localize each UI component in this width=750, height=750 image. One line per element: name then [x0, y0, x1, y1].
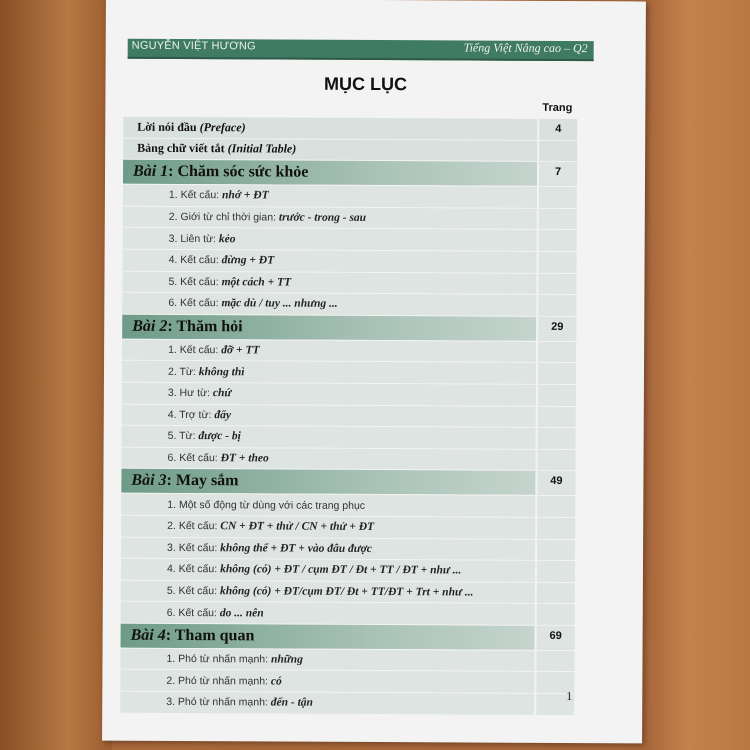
- toc-item: [168, 344, 259, 356]
- toc-item-emphasis: có: [270, 675, 282, 688]
- toc-item-text: 3. Phó từ nhấn mạnh:: [166, 696, 271, 709]
- toc-page-cell: [535, 539, 575, 560]
- toc-item-emphasis: những: [270, 653, 303, 666]
- toc-item-row: [122, 293, 576, 317]
- toc-item-row: [120, 692, 574, 716]
- toc-item-emphasis: một cách + TT: [221, 276, 292, 289]
- toc-item-row: [121, 516, 575, 540]
- toc-item-row: [122, 339, 576, 363]
- desk-surface-right: [645, 0, 750, 750]
- toc-item-emphasis: không thể + ĐT + vào đâu được: [220, 541, 372, 555]
- toc-lesson-row: [121, 469, 575, 496]
- lesson-name: : Thăm hỏi: [167, 317, 243, 336]
- toc-item-text: 2. Từ:: [167, 365, 199, 378]
- lesson-name: : May sắm: [166, 472, 239, 490]
- toc-item-emphasis: đừng + ĐT: [221, 254, 275, 267]
- toc-item: [168, 452, 269, 465]
- toc-page-cell: [536, 363, 576, 384]
- toc-item-row: [122, 404, 576, 428]
- toc-page-cell: [537, 187, 577, 208]
- toc-item-emphasis: không thì: [198, 365, 245, 378]
- toc-item-text: 2. Giới từ chỉ thời gian:: [168, 211, 279, 224]
- toc-item-row: [121, 447, 575, 471]
- toc-page-cell: [535, 583, 575, 604]
- book-title: Tiếng Việt Nâng cao – Q2: [463, 40, 588, 56]
- toc-item-text: 3. Hư từ:: [167, 387, 213, 400]
- toc-item-emphasis: ĐT + theo: [220, 452, 269, 465]
- toc-item: [168, 430, 241, 442]
- lesson-heading: [132, 317, 242, 336]
- toc-item-row: [123, 228, 577, 252]
- toc-page-cell: [536, 428, 576, 449]
- toc-page-cell: [536, 406, 576, 427]
- toc-item-emphasis: không (có) + ĐT / cụm ĐT / Đt + TT / ĐT + như ...: [220, 563, 462, 577]
- toc-lesson-row: [122, 314, 576, 341]
- toc-item: [168, 276, 291, 289]
- toc-page-cell: [537, 252, 577, 273]
- toc-item: [169, 211, 366, 224]
- toc-item-text: 6. Kết cấu:: [167, 451, 221, 465]
- page-column-header: Trang: [542, 101, 573, 115]
- toc-item-row: [120, 649, 574, 673]
- toc-page-number: 4: [537, 119, 577, 140]
- toc-item-text: 1. Phó từ nhấn mạnh:: [166, 653, 272, 666]
- toc-item-emphasis: đến - tận: [270, 696, 313, 710]
- page-title: MỤC LỤC: [323, 73, 408, 95]
- toc-item: [167, 542, 372, 555]
- toc-item-text: 5. Từ:: [167, 430, 199, 443]
- page-number: 1: [566, 689, 573, 704]
- toc-page-cell: [536, 295, 576, 316]
- lesson-number: Bài 1: [132, 162, 169, 181]
- toc-page-cell: [535, 518, 575, 539]
- toc-page-cell: [536, 342, 576, 363]
- lesson-name: : Tham quan: [165, 626, 255, 645]
- toc-page-cell: [535, 450, 575, 471]
- toc-item: [166, 696, 313, 709]
- toc-item-text: 6. Kết cấu:: [166, 606, 220, 619]
- toc-page-cell: [537, 230, 577, 251]
- toc-item-row: [123, 206, 577, 230]
- toc-entry-english: (Preface): [199, 119, 246, 135]
- book-page: [102, 0, 646, 743]
- toc-item-row: [121, 602, 575, 626]
- toc-item: [169, 233, 236, 245]
- toc-entry-label: [137, 141, 296, 157]
- toc-item: [166, 675, 281, 688]
- toc-item: [168, 409, 231, 421]
- toc-item-text: 3. Kết cấu:: [167, 541, 221, 554]
- lesson-number: Bài 4: [130, 626, 166, 644]
- toc-entry-label: [137, 120, 245, 136]
- toc-item-emphasis: CN + ĐT + thử / CN + thử + ĐT: [220, 520, 375, 534]
- toc-item-row: [121, 537, 575, 561]
- toc-front-row: [123, 117, 577, 141]
- toc-item-row: [122, 271, 576, 295]
- toc-item-row: [122, 361, 576, 385]
- toc-item-row: [121, 494, 575, 518]
- toc-item-emphasis: mặc dù / tuy ... nhưng ...: [221, 297, 338, 311]
- lesson-heading: [133, 163, 308, 182]
- toc-page-number: 49: [535, 471, 575, 495]
- toc-page-cell: [535, 561, 575, 582]
- toc-item-text: 6. Kết cấu:: [168, 297, 222, 310]
- toc-item: [168, 297, 337, 310]
- lesson-number: Bài 2: [132, 317, 168, 335]
- toc-entry-text: Bảng chữ viết tắt: [137, 141, 225, 156]
- toc-item-row: [122, 383, 576, 407]
- toc-item-text: 1. Kết cấu:: [168, 189, 223, 202]
- toc-item-emphasis: không (có) + ĐT/cụm ĐT/ Đt + TT/ĐT + Trt + như ...: [219, 585, 474, 599]
- toc-page-cell: [536, 385, 576, 406]
- toc-page-number: [537, 140, 577, 161]
- toc-page-number: 7: [537, 162, 577, 186]
- toc-item: [169, 189, 269, 202]
- toc-item-row: [120, 670, 574, 694]
- toc-page-cell: [537, 209, 577, 230]
- toc-item: [168, 387, 231, 399]
- running-header: [128, 39, 594, 61]
- toc-item-row: [121, 580, 575, 604]
- toc-item-text: 1. Kết cấu:: [168, 343, 222, 357]
- toc-item: [166, 653, 302, 666]
- toc-item: [169, 254, 275, 267]
- toc-item-text: 2. Phó từ nhấn mạnh:: [166, 674, 271, 688]
- toc-item-text: 4. Kết cấu:: [166, 563, 221, 576]
- toc-page-cell: [534, 651, 574, 672]
- lesson-heading: [131, 472, 238, 491]
- lesson-name: : Chăm sóc sức khỏe: [168, 163, 309, 181]
- toc-front-row: [123, 138, 577, 162]
- author-name: NGUYỄN VIỆT HƯƠNG: [131, 39, 256, 53]
- toc-item: [167, 499, 365, 512]
- toc-item-emphasis: chứ: [212, 387, 232, 400]
- toc-item-row: [121, 559, 575, 583]
- toc-item-emphasis: trước - trong - sau: [278, 211, 367, 225]
- toc-page-cell: [535, 604, 575, 625]
- toc-item-emphasis: đấy: [214, 408, 232, 422]
- toc-item-text: 4. Kết cấu:: [168, 254, 222, 267]
- toc-item-text: 5. Kết cấu:: [166, 584, 221, 598]
- toc-page-number: 69: [535, 626, 575, 650]
- table-of-contents: [120, 117, 577, 716]
- toc-item-emphasis: nhớ + ĐT: [222, 189, 269, 202]
- toc-item: [167, 520, 374, 533]
- toc-item-row: [122, 426, 576, 450]
- toc-lesson-row: [123, 160, 577, 187]
- toc-item-text: 1. Một số động từ dùng với các trang phục: [167, 498, 366, 512]
- toc-item: [167, 585, 474, 599]
- toc-item-emphasis: được - bị: [198, 430, 241, 443]
- toc-entry-text: Lời nói đầu: [137, 119, 197, 134]
- toc-item-text: 3. Liên từ:: [168, 232, 219, 245]
- toc-item-text: 2. Kết cấu:: [167, 520, 221, 533]
- toc-item: [168, 366, 245, 378]
- desk-surface-left: [0, 0, 112, 750]
- toc-item: [167, 606, 264, 619]
- lesson-heading: [131, 627, 255, 646]
- toc-page-cell: [535, 496, 575, 517]
- toc-item-row: [123, 250, 577, 274]
- toc-item-emphasis: kẻo: [218, 232, 236, 245]
- lesson-number: Bài 3: [131, 472, 167, 490]
- toc-item-text: 5. Kết cấu:: [168, 275, 222, 289]
- toc-item-emphasis: do ... nên: [219, 606, 264, 620]
- toc-lesson-row: [121, 624, 575, 651]
- toc-item-emphasis: đỡ + TT: [221, 344, 260, 357]
- toc-page-cell: [536, 273, 576, 294]
- toc-item-row: [123, 185, 577, 209]
- toc-page-number: 29: [536, 317, 576, 341]
- toc-item-text: 4. Trợ từ:: [167, 408, 215, 421]
- toc-item: [167, 563, 461, 577]
- toc-entry-english: (Initial Table): [227, 141, 297, 156]
